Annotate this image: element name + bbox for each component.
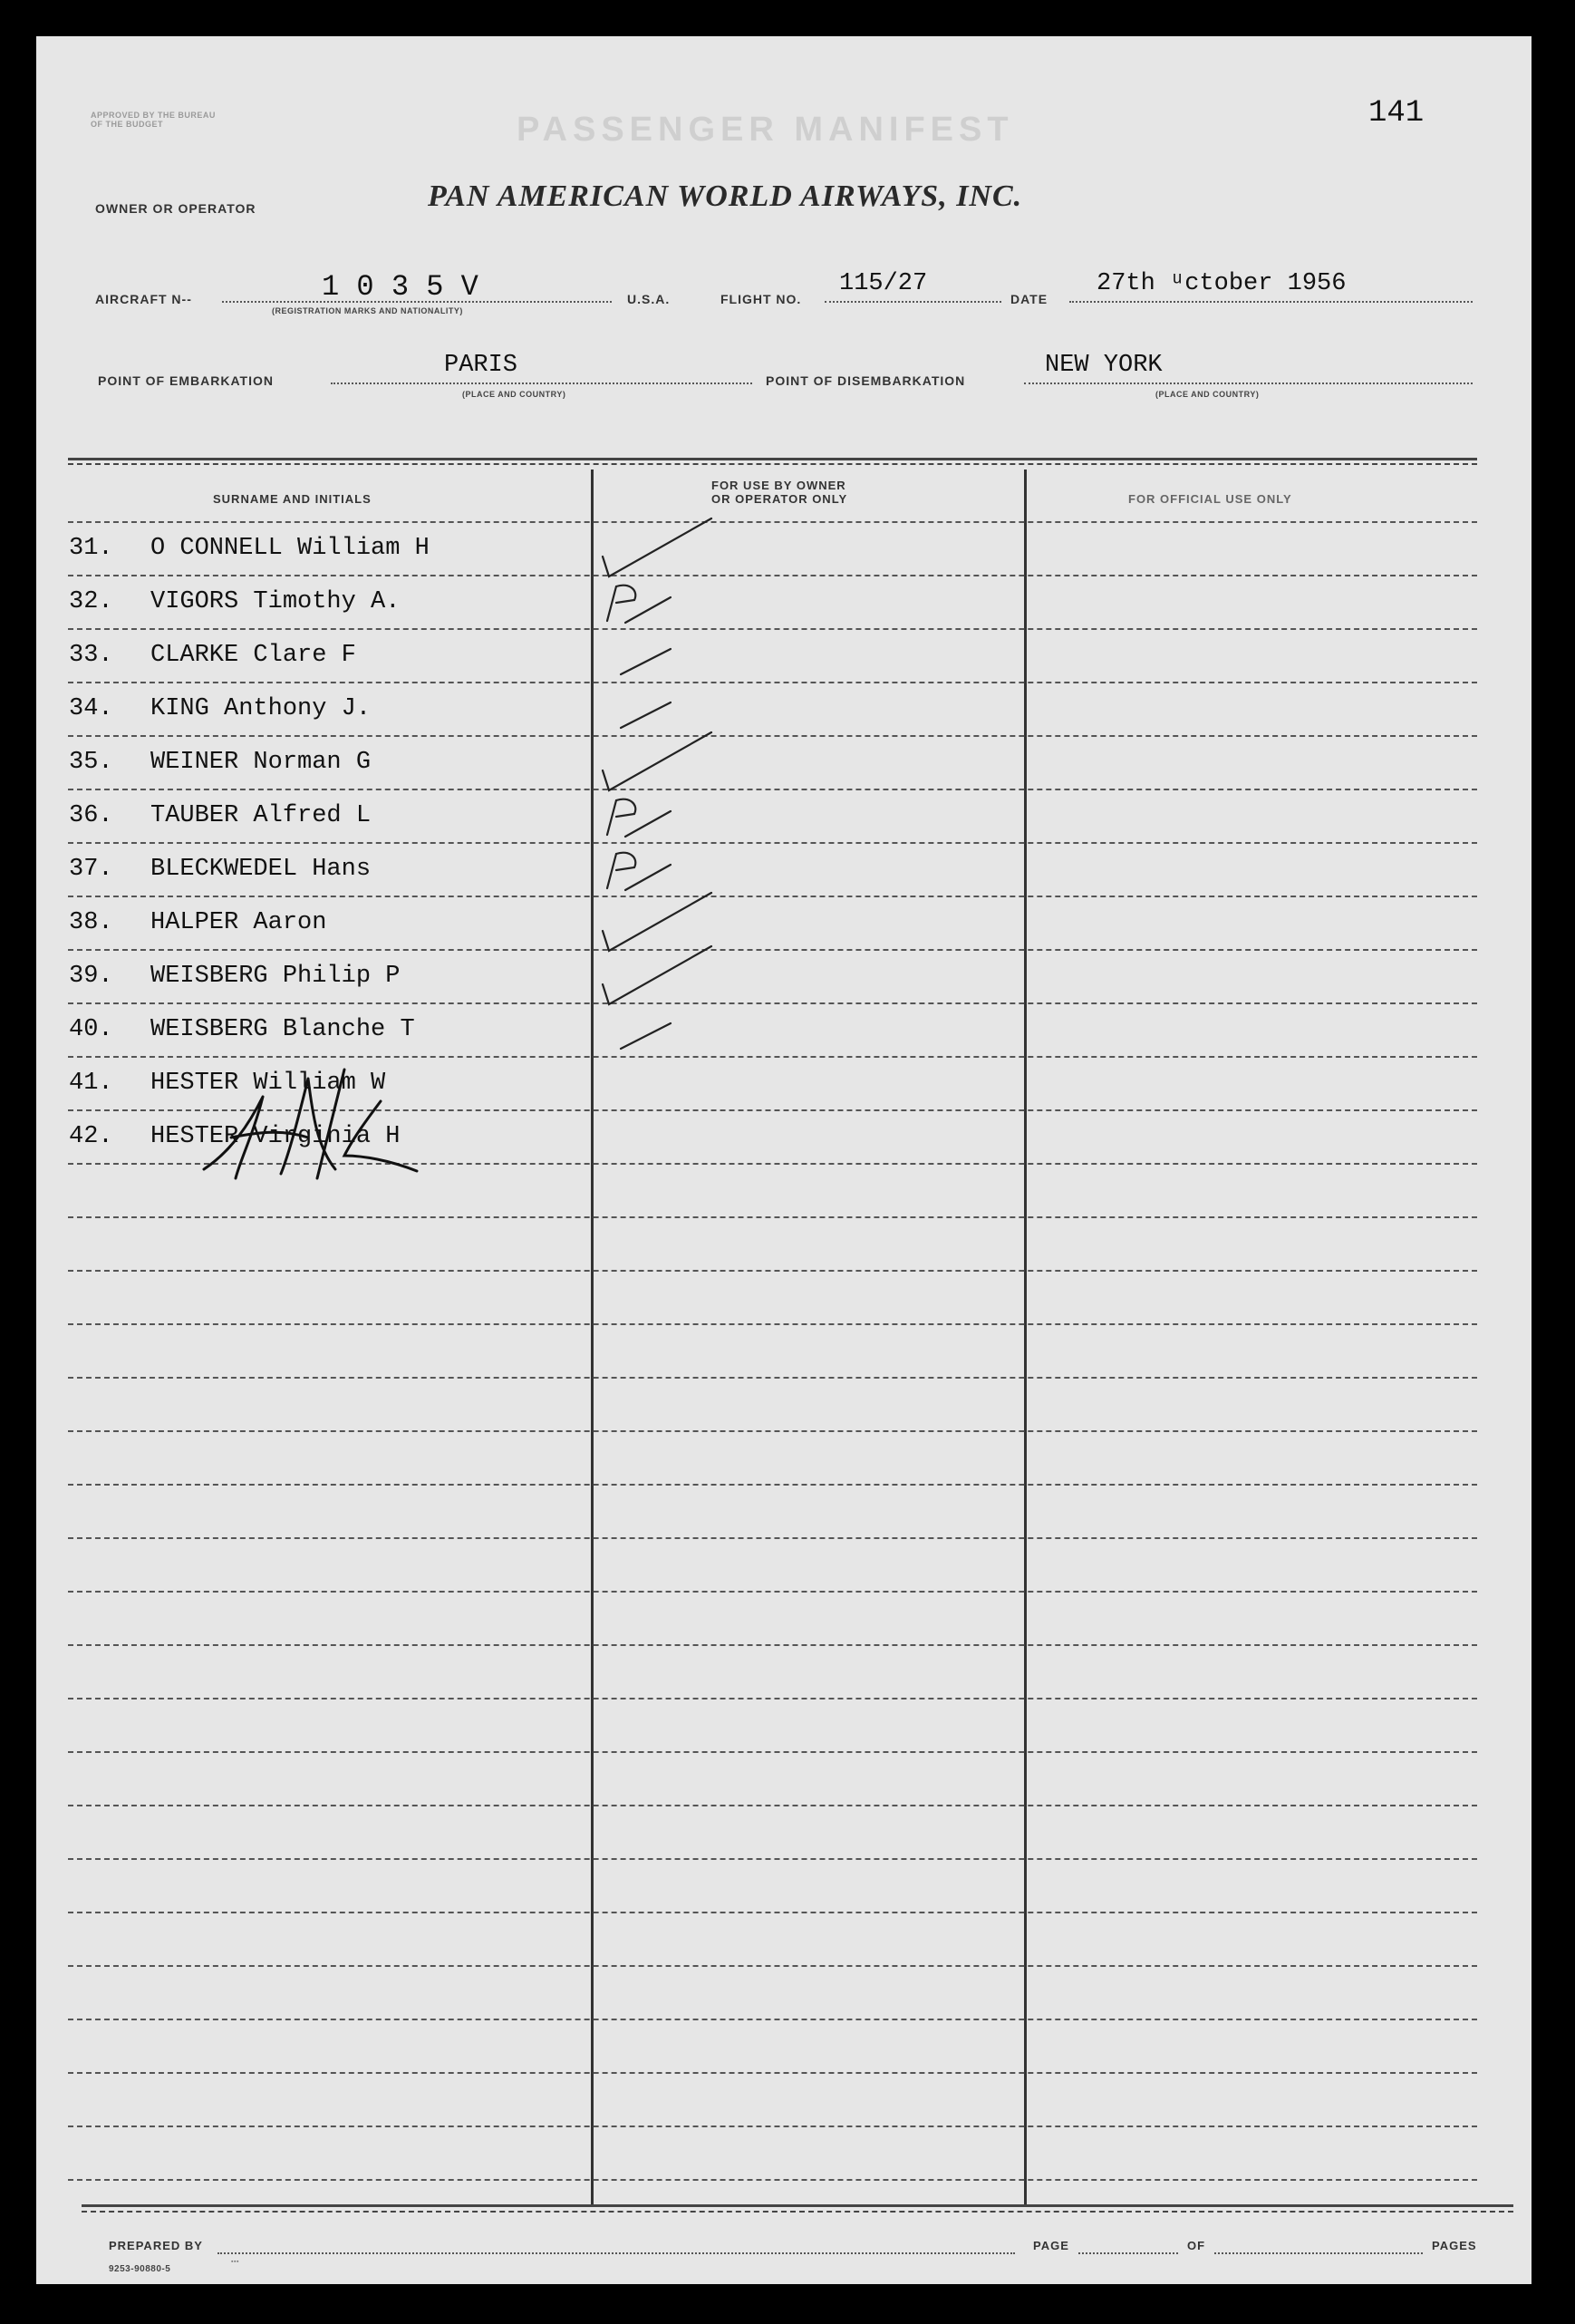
row-number: 34. [69,695,113,722]
row-number: 41. [69,1070,113,1097]
form-code: 9253-90880-5 [109,2264,171,2274]
of-label: OF [1187,2239,1206,2252]
manifest-sheet [36,36,1532,2284]
row-number: 32. [69,588,113,615]
usa-label: U.S.A. [627,292,671,306]
page-label: PAGE [1033,2239,1069,2252]
airline-name: PAN AMERICAN WORLD AIRWAYS, INC. [428,179,1023,213]
embark-sublabel: (PLACE AND COUNTRY) [462,390,566,399]
row-number: 38. [69,909,113,936]
handwritten-scribble [36,36,1532,2284]
page-number: 141 [1368,96,1425,131]
passenger-name: WEISBERG Blanche T [150,1016,415,1043]
disembark-label: POINT OF DISEMBARKATION [766,373,966,388]
passenger-name: HALPER Aaron [150,909,327,936]
passenger-name: O CONNELL William H [150,535,430,562]
date-label: DATE [1010,292,1048,306]
row-number: 31. [69,535,113,562]
passenger-name: HESTER Virginia H [150,1123,401,1150]
passenger-name: WEINER Norman G [150,749,372,776]
approved-stamp: APPROVED BY THE BUREAU OF THE BUDGET [91,111,216,129]
disembark-value: NEW YORK [1045,352,1163,379]
aircraft-sublabel: (REGISTRATION MARKS AND NATIONALITY) [272,306,463,315]
flight-value: 115/27 [839,270,928,297]
passenger-name: KING Anthony J. [150,695,372,722]
row-number: 35. [69,749,113,776]
aircraft-label: AIRCRAFT N-- [95,292,192,306]
passenger-name: HESTER William W [150,1070,386,1097]
date-value: 27th ᵘctober 1956 [1097,270,1347,297]
passenger-name: TAUBER Alfred L [150,802,372,829]
column-header-surname: SURNAME AND INITIALS [213,492,372,506]
embark-label: POINT OF EMBARKATION [98,373,274,388]
row-number: 39. [69,963,113,990]
column-header-owner-line1: FOR USE BY OWNER [711,479,846,492]
row-number: 36. [69,802,113,829]
passenger-name: CLARKE Clare F [150,642,356,669]
form-title: PASSENGER MANIFEST [517,111,1014,149]
passenger-name: VIGORS Timothy A. [150,588,401,615]
column-header-owner-line2: OR OPERATOR ONLY [711,492,848,506]
row-number: 33. [69,642,113,669]
printer-mark-icon: ▪▪▪ [231,2259,239,2265]
prepared-by-label: PREPARED BY [109,2239,203,2252]
column-header-official: FOR OFFICIAL USE ONLY [1128,492,1292,506]
owner-label: OWNER OR OPERATOR [95,201,256,216]
passenger-name: WEISBERG Philip P [150,963,401,990]
row-number: 40. [69,1016,113,1043]
aircraft-value: 1 0 3 5 V [322,270,478,304]
pages-label: PAGES [1432,2239,1477,2252]
row-number: 37. [69,856,113,883]
passenger-name: BLECKWEDEL Hans [150,856,372,883]
row-number: 42. [69,1123,113,1150]
flight-label: FLIGHT NO. [720,292,802,306]
disembark-sublabel: (PLACE AND COUNTRY) [1155,390,1260,399]
embark-value: PARIS [444,352,518,379]
